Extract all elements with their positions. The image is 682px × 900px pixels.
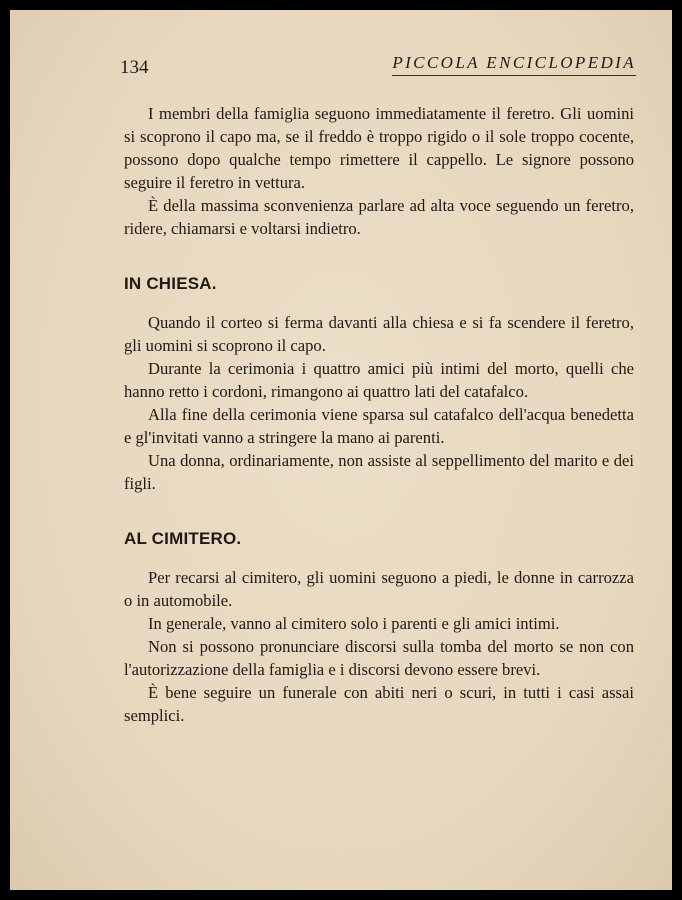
section-heading-in-chiesa: IN CHIESA.	[124, 274, 217, 293]
book-page	[10, 10, 672, 890]
paragraph: È della massima sconvenienza parlare ad alta voce seguendo un feretro, ridere, chiamarsi e voltarsi indietro.	[124, 196, 634, 238]
page-number: 134	[120, 57, 149, 78]
paragraph: Alla fine della cerimonia viene sparsa sul catafalco dell'acqua benedetta e gl'invitati vanno a stringere la mano ai parenti.	[124, 405, 634, 447]
paragraph: I membri della famiglia seguono immediatamente il feretro. Gli uomini si scoprono il capo ma, se il freddo è troppo rigido o il sole troppo cocente, possono dopo qualche tempo rimettere il cappello. Le signore possono seguire il feretro in vettura.	[124, 104, 634, 192]
paragraph: È bene seguire un funerale con abiti neri o scuri, in tutti i casi assai semplici.	[124, 683, 634, 725]
section-heading-al-cimitero: AL CIMITERO.	[124, 529, 242, 548]
paragraph: Non si possono pronunciare discorsi sulla tomba del morto se non con l'autorizzazione della famiglia e i discorsi devono essere brevi.	[124, 637, 634, 679]
page-body	[124, 102, 634, 727]
paragraph: Una donna, ordinariamente, non assiste al seppellimento del marito e dei figli.	[124, 451, 634, 493]
running-title: PICCOLA ENCICLOPEDIA	[392, 53, 636, 76]
page-header	[120, 53, 636, 77]
paragraph: Per recarsi al cimitero, gli uomini seguono a piedi, le donne in carrozza o in automobile.	[124, 568, 634, 610]
paragraph: Quando il corteo si ferma davanti alla chiesa e si fa scendere il feretro, gli uomini si scoprono il capo.	[124, 313, 634, 355]
paragraph: Durante la cerimonia i quattro amici più intimi del morto, quelli che hanno retto i cordoni, rimangono ai quattro lati del catafalco.	[124, 359, 634, 401]
paragraph: In generale, vanno al cimitero solo i parenti e gli amici intimi.	[148, 614, 560, 633]
